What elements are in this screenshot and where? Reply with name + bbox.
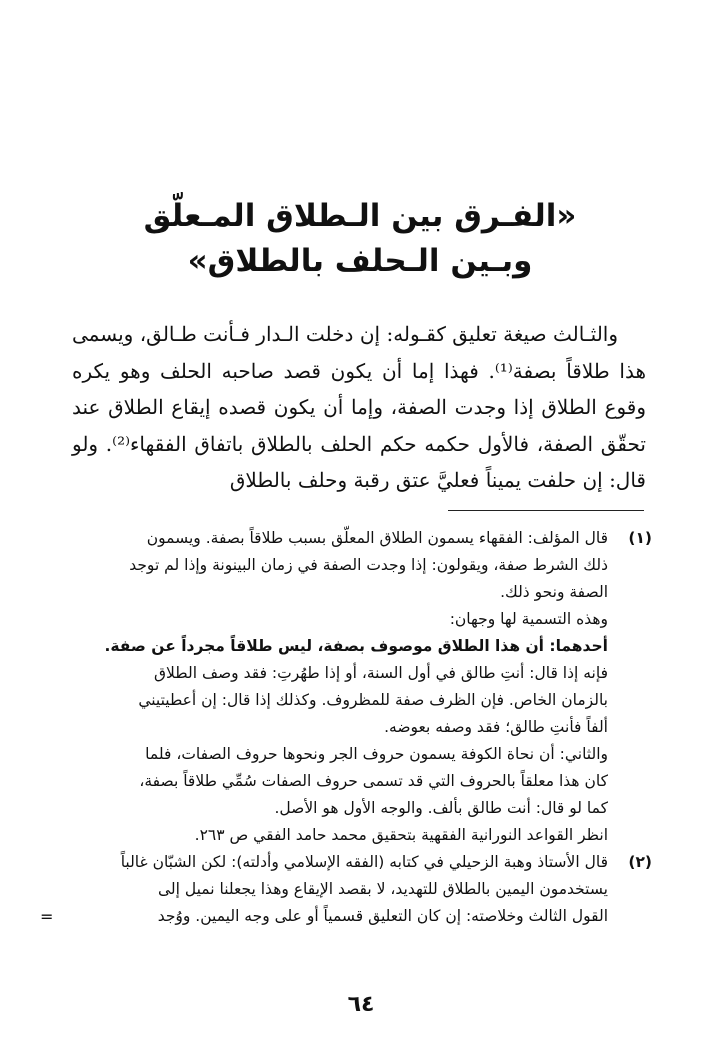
footnote-line: يستخدمون اليمين بالطلاق للتهديد، لا بقصد الإيقاع وهذا يجعلنا نميل إلى — [158, 880, 608, 898]
page-number: ٦٤ — [347, 992, 375, 1017]
chapter-title-line-2: وبـين الـحلف بالطلاق» — [187, 243, 533, 279]
main-paragraph — [72, 316, 646, 499]
footnote-line: بالزمان الخاص. فإن الظرف صفة للمظروف. وكذلك إذا قال: إن أعطيتيني — [138, 691, 608, 709]
footnote-2 — [40, 849, 652, 930]
footnote-line: قال المؤلف: الفقهاء يسمون الطلاق المعلّق بسبب طلاقاً بصفة. ويسمون — [146, 529, 608, 547]
footnote-line: والثاني: أن نحاة الكوفة يسمون حروف الجر ونحوها حروف الصفات، فلما — [145, 745, 608, 763]
footnote-number: (٢) — [628, 853, 652, 871]
chapter-title-line-1: «الفـرق بين الـطلاق المـعلّق — [143, 198, 577, 234]
footnote-line — [40, 903, 608, 930]
continuation-mark: = — [40, 907, 54, 926]
footnote-line: فإنه إذا قال: أنتِ طالق في أول السنة، أو إذا طهُرتِ: فقد وصف الطلاق — [154, 664, 608, 682]
footnote-line: كما لو قال: أنت طالق بألف. والوجه الأول هو الأصل. — [274, 799, 608, 817]
footnote-line: ذلك الشرط صفة، ويقولون: إذا وجدت الصفة في زمان البينونة وإذا لم توجد — [129, 556, 608, 574]
footnote-line-text: القول الثالث وخلاصته: إن كان التعليق قسمياً أو على وجه اليمين. ووُجد — [157, 907, 608, 925]
footnote-number: (١) — [628, 529, 652, 547]
footnote-1 — [76, 525, 652, 849]
footnote-line: قال الأستاذ وهبة الزحيلي في كتابه (الفقه الإسلامي وأدلته): لكن الشبّان غالباً — [120, 853, 608, 871]
footnote-line: كان هذا معلقاً بالحروف التي قد تسمى حروف الصفات سُمِّي طلاقاً بصفة، — [139, 772, 608, 790]
footnote-line: الصفة ونحو ذلك. — [500, 583, 608, 601]
footnotes-section — [40, 525, 652, 930]
footnote-line: وهذه التسمية لها وجهان: — [449, 610, 608, 628]
body-paragraph: والثـالث صيغة تعليق كقـوله: إن دخلت الـدار فـأنت طـالق، ويسمى هذا طلاقاً بصفة⁽¹⁾. فهذا إما أن يكون قصد صاحبه الحلف وهو يكره وقوع الطلاق إذا وجدت الصفة، وإما أن يكون قصده إيقاع الطلاق عند تحقّق الصفة، فالأول حكمه حكم الحلف بالطلاق باتفاق الفقهاء⁽²⁾. ولو قال: إن حلفت يميناً فعليَّ عتق رقبة وحلف بالطلاق — [72, 322, 646, 492]
footnote-separator — [448, 510, 644, 511]
footnote-line: انظر القواعد النورانية الفقهية بتحقيق محمد حامد الفقي ص ٢٦٣. — [194, 826, 608, 844]
footnote-line: ألفاً فأنتِ طالق؛ فقد وصفه بعوضه. — [384, 718, 608, 736]
footnote-line: أحدهما: أن هذا الطلاق موصوف بصفة، ليس طلاقاً مجرداً عن صفة. — [104, 637, 608, 655]
